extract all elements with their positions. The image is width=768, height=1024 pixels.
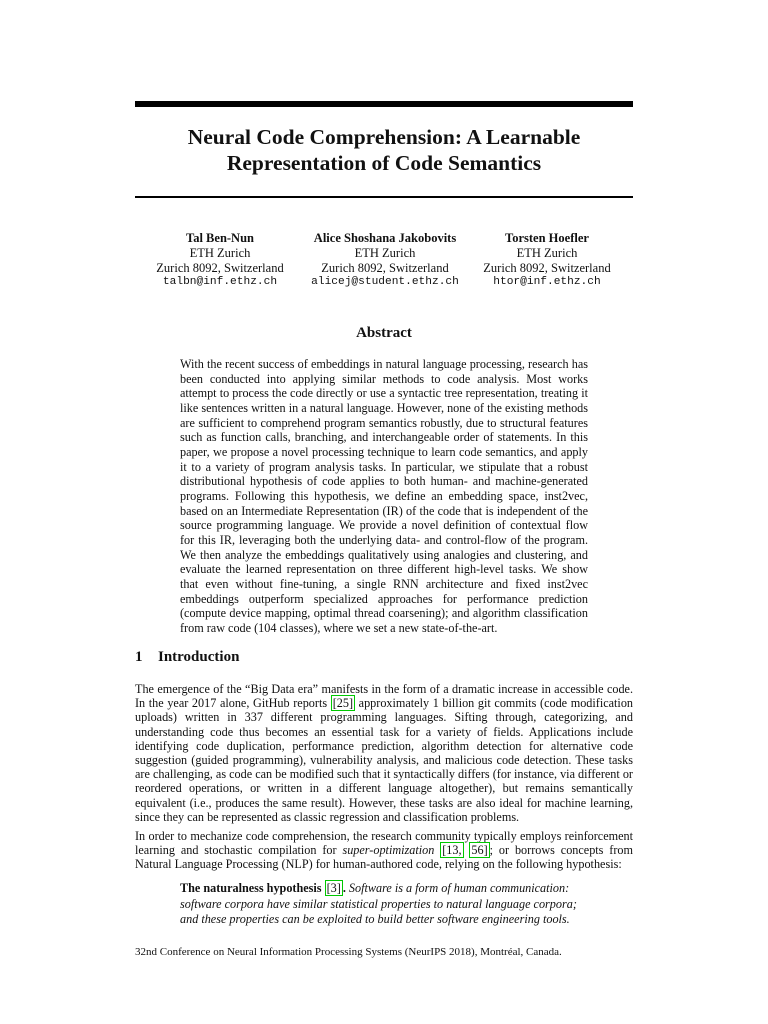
paragraph-text: ; or borrows concepts from Natural Language Processing (NLP) for human-authored code, relying on the following hypothesis: (135, 843, 634, 872)
section-number: 1 (135, 649, 143, 665)
citation-link[interactable]: [25] (332, 696, 354, 711)
section-heading-introduction (135, 649, 239, 666)
author-name: Alice Shoshana Jakobovits (313, 231, 457, 245)
title-top-rule (135, 101, 633, 107)
naturalness-hypothesis (180, 881, 592, 928)
author-address: Zurich 8092, Switzerland (321, 260, 449, 275)
title-line-2: Representation of Code Semantics (226, 151, 542, 175)
intro-paragraph-2 (135, 829, 633, 872)
author-email[interactable]: alicej@student.ethz.ch (311, 276, 459, 289)
hypothesis-statement: Software is a form of human communication: software corpora have similar statistical properties to natural language corpora; and these properties can be exploited to build better software engineering tools. (180, 881, 577, 926)
hypothesis-lead: The naturalness hypothesis (180, 881, 325, 895)
author-affiliation: ETH Zurich (189, 245, 251, 260)
citation-link[interactable]: [13, (442, 843, 462, 858)
title-bottom-rule (135, 196, 633, 198)
author-jakobovits (300, 231, 470, 290)
author-affiliation: ETH Zurich (354, 245, 416, 260)
author-name: Tal Ben-Nun (186, 231, 254, 245)
emphasis-text: super-optimization (342, 843, 435, 858)
author-affiliation: ETH Zurich (516, 245, 578, 260)
abstract-heading: Abstract (356, 325, 412, 341)
paragraph-text: approximately 1 billion git commits (code modification uploads) written in 337 different programming languages. Sifting through, categorizing, and understanding code thus becomes an essential task for a variety of fields. Applications include identifying code duplication, performance prediction, algorithm detection for alternative code suggestion (guided programming), vulnerability analysis, and malicious code detection. These tasks are challenging, as code can be modified such that it syntactically differs (for instance, via different or reordered operations, or written in a different language altogether), but remains semantically equivalent (i.e., produces the same result). However, these tasks are also ideal for machine learning, since they can be represented as classic regression and classification problems. (135, 696, 634, 824)
author-ben-nun (135, 231, 305, 290)
intro-paragraph-1 (135, 682, 633, 824)
section-title: Introduction (158, 649, 240, 665)
paragraph-text: The emergence of the “Big Data era” manifests in the form of a dramatic increase in accessible code. In the year 2017 alone, GitHub reports (135, 682, 633, 711)
paper-title (135, 124, 633, 176)
abstract-text: With the recent success of embeddings in natural language processing, research has been conducted into applying similar methods to code analysis. Most works attempt to process the code directly or use a syntactic tree representation, treating it like sentences written in a natural language. However, none of the existing methods are sufficient to comprehend program semantics robustly, due to structural features such as function calls, branching, and interchangeable order of statements. In this paper, we propose a novel processing technique to learn code semantics, and apply it to a variety of program analysis tasks. In particular, we stipulate that a robust distributional hypothesis of code applies to both human- and machine-generated programs. Following this hypothesis, we define an embedding space, inst2vec, based on an Intermediate Representation (IR) of the code that is independent of the source programming language. We provide a novel definition of contextual flow for this IR, leveraging both the underlying data- and control-flow of the program. We then analyze the embeddings qualitatively using analogies and clustering, and evaluate the learned representation on three different high-level tasks. We show that even without fine-tuning, a single RNN architecture and fixed inst2vec embeddings outperform specialized approaches for performance prediction (compute device mapping, optimal thread coarsening); and algorithm classification from raw code (104 classes), where we set a new state-of-the-art. (180, 357, 588, 635)
author-block (135, 231, 633, 291)
conference-footnote: 32nd Conference on Neural Information Processing Systems (NeurIPS 2018), Montréal, Canada. (135, 946, 562, 958)
author-email[interactable]: talbn@inf.ethz.ch (162, 276, 278, 289)
author-name: Torsten Hoefler (505, 231, 589, 245)
author-address: Zurich 8092, Switzerland (483, 260, 611, 275)
title-line-1: Neural Code Comprehension: A Learnable (187, 125, 581, 149)
citation-link[interactable]: [3] (326, 881, 341, 895)
author-hoefler (462, 231, 632, 290)
paragraph-text: In order to mechanize code comprehension, the research community typically employs reinforcement learning and stochastic compilation for (135, 829, 633, 858)
author-address: Zurich 8092, Switzerland (156, 260, 284, 275)
citation-link[interactable]: 56] (471, 843, 488, 858)
author-email[interactable]: htor@inf.ethz.ch (493, 276, 601, 289)
hypothesis-lead-end: . (342, 881, 346, 895)
